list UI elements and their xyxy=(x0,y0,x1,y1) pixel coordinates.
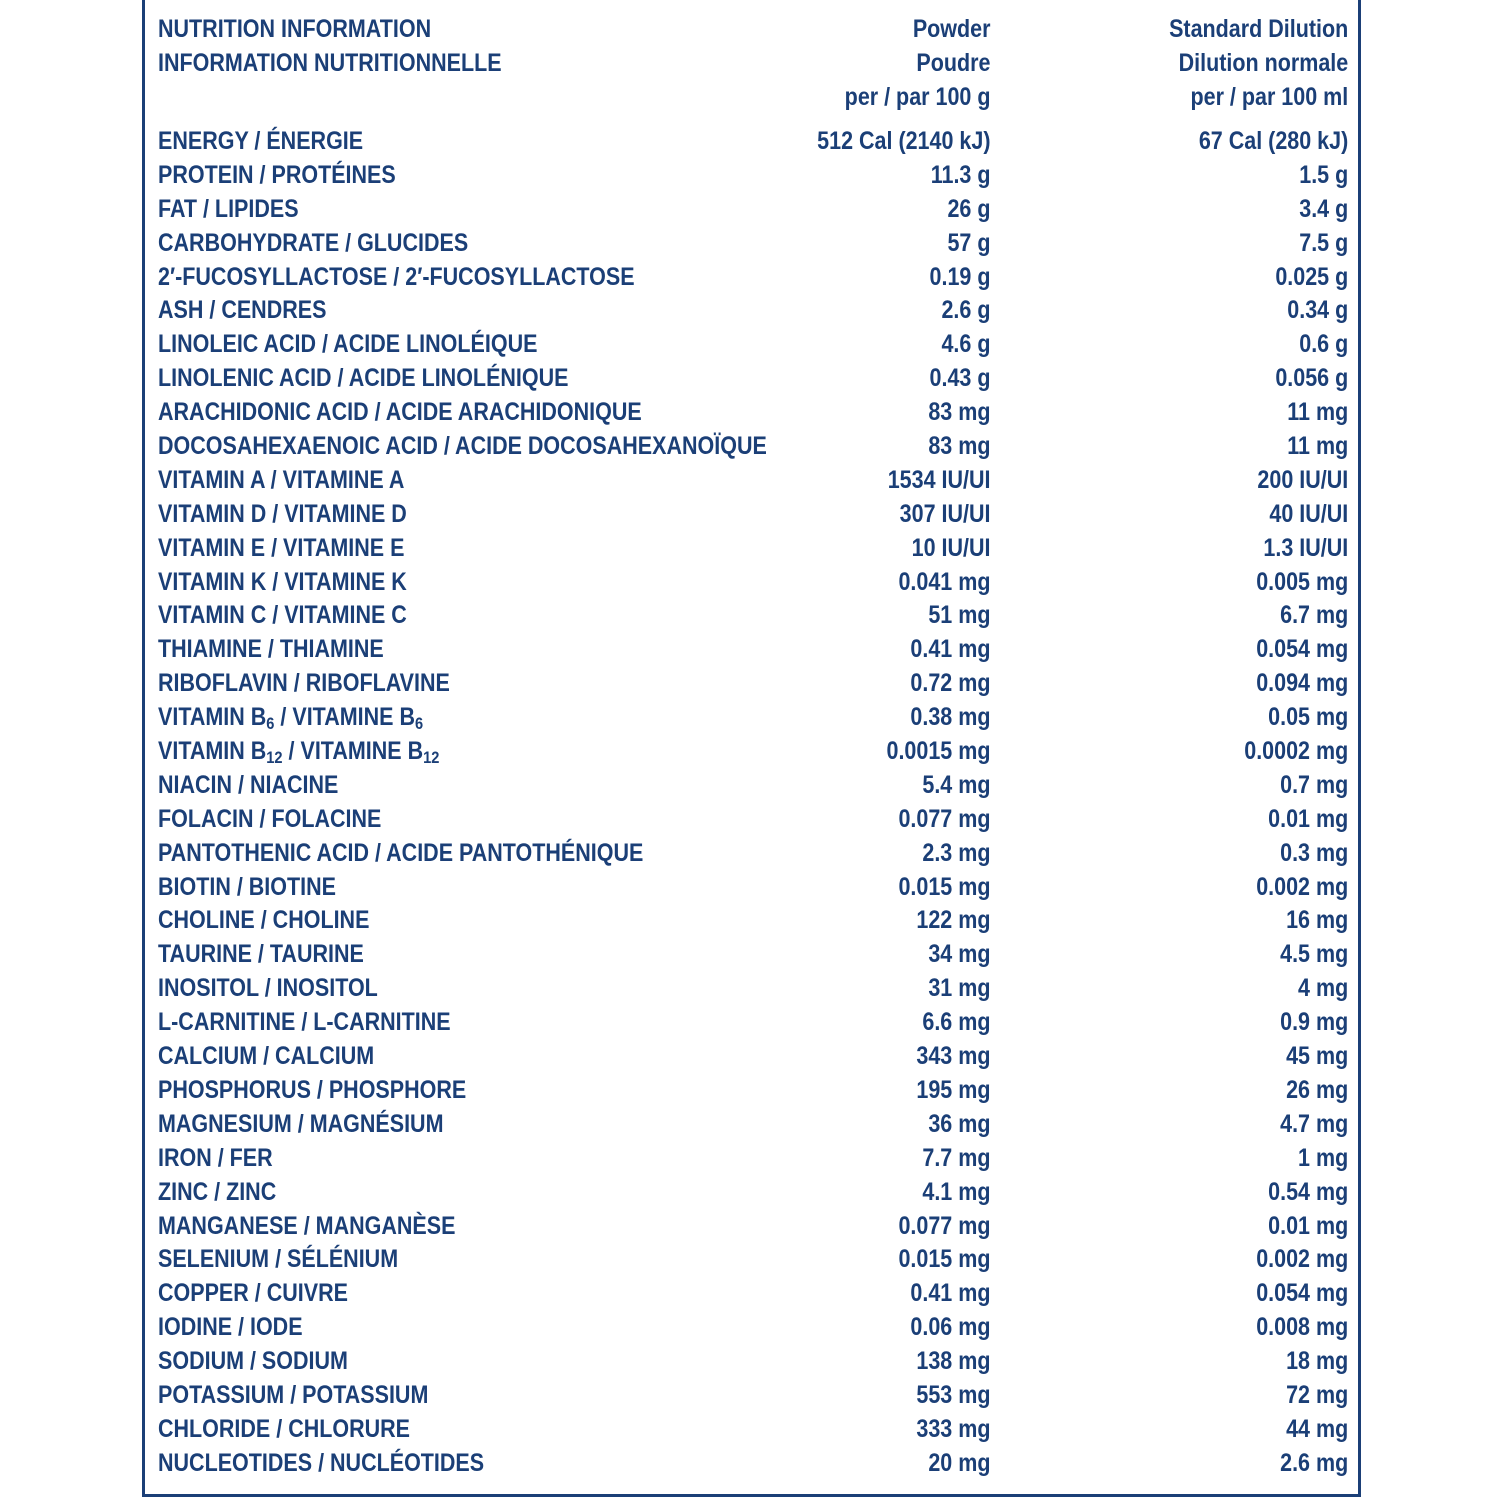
nutrient-name: FAT / LIPIDES xyxy=(158,194,299,223)
table-row xyxy=(158,1073,1348,1107)
dilution-value: 0.056 g xyxy=(1275,364,1349,393)
table-row xyxy=(158,395,1348,429)
table-row xyxy=(158,565,1348,599)
table-row xyxy=(158,836,1348,870)
powder-value: 0.015 mg xyxy=(898,872,991,901)
table-row xyxy=(158,429,1348,463)
table-row xyxy=(158,937,1348,971)
title-en: NUTRITION INFORMATION xyxy=(158,15,432,43)
powder-value: 0.0015 mg xyxy=(886,737,991,766)
powder-value: 2.3 mg xyxy=(922,838,991,867)
table-row xyxy=(158,1446,1348,1480)
powder-value: 10 IU/UI xyxy=(911,533,991,562)
powder-value: 553 mg xyxy=(916,1380,991,1409)
nutrient-name: LINOLEIC ACID / ACIDE LINOLÉIQUE xyxy=(158,330,538,359)
nutrient-name: PANTOTHENIC ACID / ACIDE PANTOTHÉNIQUE xyxy=(158,838,644,867)
dilution-value: 0.01 mg xyxy=(1268,804,1349,833)
dilution-unit: per / par 100 ml xyxy=(1190,83,1349,111)
nutrition-table xyxy=(158,12,1348,1480)
nutrient-name: MANGANESE / MANGANÈSE xyxy=(158,1211,456,1240)
dilution-value: 11 mg xyxy=(1287,432,1349,461)
dilution-value: 1.5 g xyxy=(1299,160,1349,189)
powder-value: 138 mg xyxy=(916,1347,991,1376)
powder-value: 122 mg xyxy=(916,906,991,935)
table-row xyxy=(158,497,1348,531)
nutrient-name: MAGNESIUM / MAGNÉSIUM xyxy=(158,1109,444,1138)
dilution-value: 16 mg xyxy=(1286,906,1349,935)
nutrient-name: 2′-FUCOSYLLACTOSE / 2′-FUCOSYLLACTOSE xyxy=(158,262,635,291)
powder-value: 0.077 mg xyxy=(898,804,991,833)
dilution-value: 0.025 g xyxy=(1275,262,1349,291)
powder-value: 6.6 mg xyxy=(922,1008,991,1037)
table-row xyxy=(158,666,1348,700)
dilution-value: 1.3 IU/UI xyxy=(1263,533,1349,562)
dilution-value: 0.008 mg xyxy=(1256,1313,1349,1342)
nutrient-name: ASH / CENDRES xyxy=(158,296,327,325)
dilution-value: 0.54 mg xyxy=(1268,1177,1349,1206)
powder-value: 0.72 mg xyxy=(910,669,991,698)
powder-value: 5.4 mg xyxy=(922,770,991,799)
nutrient-name: VITAMIN D / VITAMINE D xyxy=(158,499,407,528)
table-row xyxy=(158,1209,1348,1243)
nutrient-name: VITAMIN A / VITAMINE A xyxy=(158,465,405,494)
nutrient-name: SODIUM / SODIUM xyxy=(158,1347,348,1376)
nutrient-name: RIBOFLAVIN / RIBOFLAVINE xyxy=(158,669,450,698)
table-row xyxy=(158,293,1348,327)
dilution-value: 0.01 mg xyxy=(1268,1211,1349,1240)
nutrient-name: PHOSPHORUS / PHOSPHORE xyxy=(158,1075,467,1104)
table-row xyxy=(158,463,1348,497)
dilution-value: 6.7 mg xyxy=(1280,601,1349,630)
dilution-value: 4.5 mg xyxy=(1280,940,1349,969)
title-fr: INFORMATION NUTRITIONNELLE xyxy=(158,49,502,77)
powder-value: 0.077 mg xyxy=(898,1211,991,1240)
powder-label-en: Powder xyxy=(912,15,991,43)
dilution-value: 72 mg xyxy=(1286,1380,1349,1409)
powder-value: 20 mg xyxy=(928,1448,991,1477)
dilution-value: 0.094 mg xyxy=(1256,669,1349,698)
dilution-value: 44 mg xyxy=(1286,1414,1349,1443)
powder-label-fr: Poudre xyxy=(916,49,991,77)
nutrient-name: PROTEIN / PROTÉINES xyxy=(158,160,396,189)
dilution-value: 0.054 mg xyxy=(1256,635,1349,664)
dilution-value: 0.054 mg xyxy=(1256,1279,1349,1308)
nutrient-name: VITAMIN K / VITAMINE K xyxy=(158,567,407,596)
nutrient-name: L-CARNITINE / L-CARNITINE xyxy=(158,1008,451,1037)
nutrient-name: VITAMIN C / VITAMINE C xyxy=(158,601,407,630)
dilution-value: 7.5 g xyxy=(1299,228,1349,257)
nutrient-name: FOLACIN / FOLACINE xyxy=(158,804,382,833)
dilution-value: 67 Cal (280 kJ) xyxy=(1198,127,1349,155)
nutrient-name: POTASSIUM / POTASSIUM xyxy=(158,1380,429,1409)
powder-value: 1534 IU/UI xyxy=(887,465,991,494)
powder-unit: per / par 100 g xyxy=(844,83,991,111)
nutrient-name: CALCIUM / CALCIUM xyxy=(158,1042,375,1071)
dilution-value: 26 mg xyxy=(1286,1075,1349,1104)
nutrient-name: DOCOSAHEXAENOIC ACID / ACIDE DOCOSAHEXANOÏQUE xyxy=(158,432,767,461)
nutrient-name: COPPER / CUIVRE xyxy=(158,1279,348,1308)
table-row xyxy=(158,1378,1348,1412)
table-row xyxy=(158,1276,1348,1310)
powder-value: 0.06 mg xyxy=(910,1313,991,1342)
table-row xyxy=(158,632,1348,666)
table-row xyxy=(158,700,1348,734)
table-row xyxy=(158,158,1348,192)
table-row xyxy=(158,1310,1348,1344)
nutrient-name: INOSITOL / INOSITOL xyxy=(158,974,378,1003)
nutrient-name: SELENIUM / SÉLÉNIUM xyxy=(158,1245,399,1274)
dilution-label-en: Standard Dilution xyxy=(1169,15,1349,43)
nutrient-rows xyxy=(158,124,1348,1480)
powder-value: 51 mg xyxy=(928,601,991,630)
dilution-value: 3.4 g xyxy=(1299,194,1349,223)
dilution-value: 4.7 mg xyxy=(1280,1109,1349,1138)
table-row xyxy=(158,1344,1348,1378)
powder-value: 11.3 g xyxy=(930,160,991,189)
nutrient-name: CHOLINE / CHOLINE xyxy=(158,906,370,935)
dilution-value: 45 mg xyxy=(1286,1042,1349,1071)
dilution-value: 11 mg xyxy=(1287,398,1349,427)
powder-value: 512 Cal (2140 kJ) xyxy=(817,127,991,155)
dilution-value: 0.3 mg xyxy=(1280,838,1349,867)
nutrient-name: ENERGY / ÉNERGIE xyxy=(158,127,364,155)
table-row xyxy=(158,531,1348,565)
nutrient-name: CHLORIDE / CHLORURE xyxy=(158,1414,411,1443)
dilution-value: 200 IU/UI xyxy=(1257,465,1349,494)
dilution-value: 0.002 mg xyxy=(1256,872,1349,901)
table-row xyxy=(158,226,1348,260)
powder-value: 0.015 mg xyxy=(898,1245,991,1274)
dilution-label-fr: Dilution normale xyxy=(1178,49,1349,77)
powder-value: 0.38 mg xyxy=(910,703,991,732)
powder-value: 26 g xyxy=(947,194,991,223)
dilution-value: 40 IU/UI xyxy=(1269,499,1349,528)
table-row xyxy=(158,734,1348,768)
powder-value: 7.7 mg xyxy=(922,1143,991,1172)
dilution-value: 0.002 mg xyxy=(1256,1245,1349,1274)
table-row xyxy=(158,971,1348,1005)
dilution-value: 0.0002 mg xyxy=(1244,737,1349,766)
nutrient-name: TAURINE / TAURINE xyxy=(158,940,364,969)
table-row xyxy=(158,768,1348,802)
nutrient-name: CARBOHYDRATE / GLUCIDES xyxy=(158,228,469,257)
table-row xyxy=(158,1141,1348,1175)
powder-value: 2.6 g xyxy=(941,296,991,325)
nutrient-name: LINOLENIC ACID / ACIDE LINOLÉNIQUE xyxy=(158,364,569,393)
table-row xyxy=(158,361,1348,395)
table-row xyxy=(158,1412,1348,1446)
table-row xyxy=(158,260,1348,294)
dilution-value: 0.05 mg xyxy=(1268,703,1349,732)
table-row xyxy=(158,124,1348,158)
nutrient-name: NIACIN / NIACINE xyxy=(158,770,339,799)
powder-value: 4.1 mg xyxy=(922,1177,991,1206)
powder-value: 83 mg xyxy=(928,398,991,427)
powder-value: 333 mg xyxy=(916,1414,991,1443)
powder-value: 4.6 g xyxy=(941,330,991,359)
powder-value: 31 mg xyxy=(928,974,991,1003)
nutrient-name: NUCLEOTIDES / NUCLÉOTIDES xyxy=(158,1448,485,1477)
powder-value: 36 mg xyxy=(928,1109,991,1138)
nutrient-name: VITAMIN $B_6$ / VITAMINE $B_6$ xyxy=(158,703,424,734)
powder-value: 83 mg xyxy=(928,432,991,461)
dilution-value: 0.6 g xyxy=(1299,330,1349,359)
table-row xyxy=(158,327,1348,361)
header-title-column xyxy=(158,12,769,114)
powder-value: 57 g xyxy=(947,228,991,257)
nutrient-name: BIOTIN / BIOTINE xyxy=(158,872,336,901)
table-row xyxy=(158,903,1348,937)
nutrient-name: ZINC / ZINC xyxy=(158,1177,277,1206)
powder-value: 307 IU/UI xyxy=(899,499,991,528)
table-row xyxy=(158,1005,1348,1039)
table-row xyxy=(158,870,1348,904)
powder-value: 0.19 g xyxy=(929,262,991,291)
nutrient-name: IODINE / IODE xyxy=(158,1313,303,1342)
dilution-value: 0.7 mg xyxy=(1280,770,1349,799)
table-row xyxy=(158,598,1348,632)
dilution-value: 0.005 mg xyxy=(1256,567,1349,596)
nutrient-name: THIAMINE / THIAMINE xyxy=(158,635,384,664)
dilution-value: 18 mg xyxy=(1286,1347,1349,1376)
table-row xyxy=(158,1175,1348,1209)
dilution-value: 2.6 mg xyxy=(1280,1448,1349,1477)
powder-value: 0.43 g xyxy=(929,364,991,393)
table-row xyxy=(158,1107,1348,1141)
powder-value: 0.41 mg xyxy=(910,635,991,664)
table-row xyxy=(158,1242,1348,1276)
powder-value: 0.41 mg xyxy=(910,1279,991,1308)
nutrient-name: IRON / FER xyxy=(158,1143,273,1172)
table-row xyxy=(158,802,1348,836)
nutrient-name: VITAMIN $B_{12}$ / VITAMINE $B_{12}$ xyxy=(158,737,440,768)
header-dilution-column xyxy=(990,12,1348,114)
dilution-value: 1 mg xyxy=(1298,1143,1349,1172)
powder-value: 34 mg xyxy=(928,940,991,969)
header-powder-column xyxy=(769,12,991,114)
dilution-value: 4 mg xyxy=(1298,974,1349,1003)
table-row xyxy=(158,1039,1348,1073)
nutrient-name: ARACHIDONIC ACID / ACIDE ARACHIDONIQUE xyxy=(158,398,642,427)
powder-value: 343 mg xyxy=(916,1042,991,1071)
powder-value: 0.041 mg xyxy=(898,567,991,596)
nutrient-name: VITAMIN E / VITAMINE E xyxy=(158,533,405,562)
table-header xyxy=(158,12,1348,114)
powder-value: 195 mg xyxy=(916,1075,991,1104)
table-row xyxy=(158,192,1348,226)
dilution-value: 0.9 mg xyxy=(1280,1008,1349,1037)
dilution-value: 0.34 g xyxy=(1287,296,1349,325)
